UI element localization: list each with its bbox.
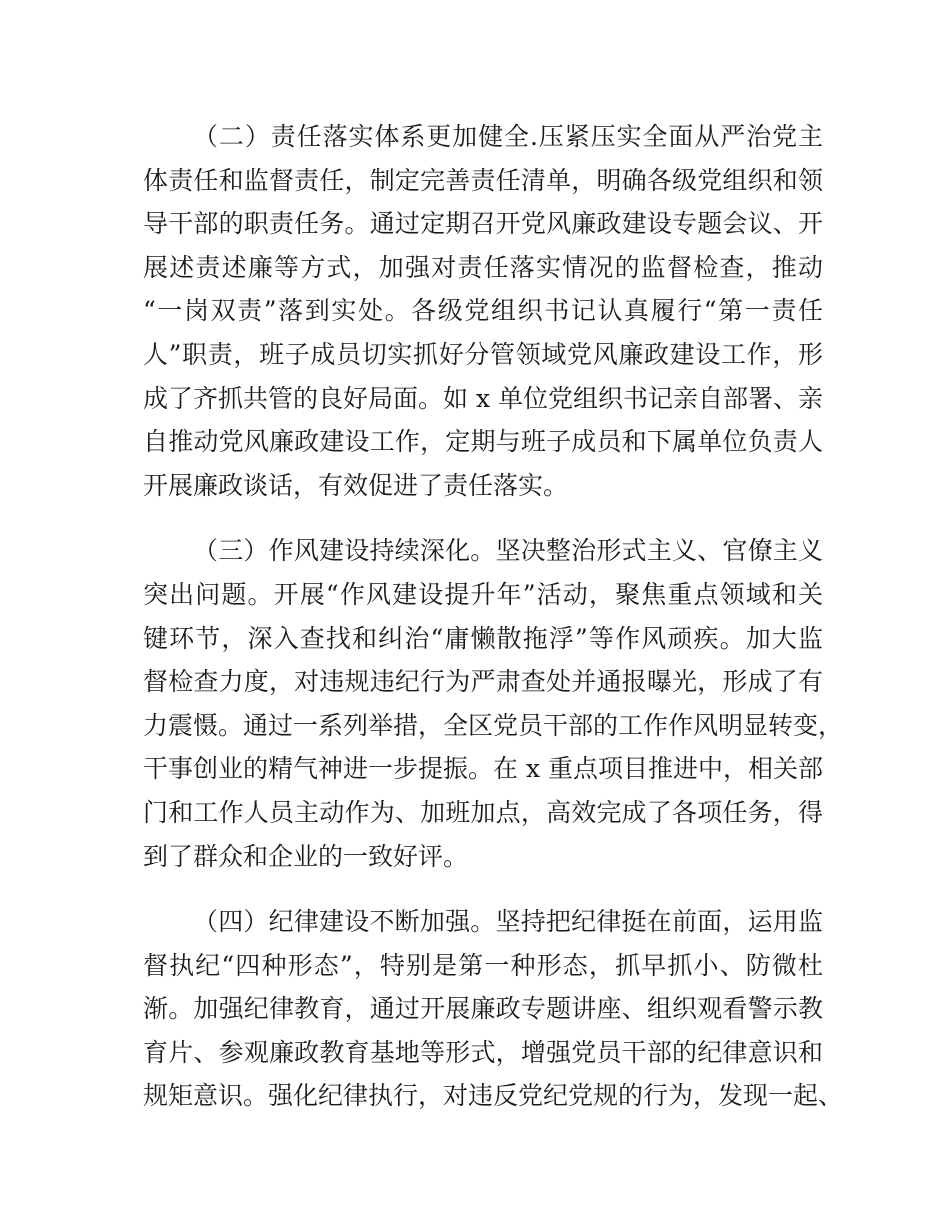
paragraph-line: 力震慑。通过一系列举措，全区党员干部的工作作风明显转变， bbox=[143, 710, 844, 740]
paragraph-work-style bbox=[143, 529, 844, 878]
paragraph-line: “一岗双责”落到实处。各级党组织书记认真履行“第一责任 bbox=[143, 296, 823, 326]
paragraph-line: 督检查力度，对违规违纪行为严肃查处并通报曝光，形成了有 bbox=[143, 667, 823, 697]
paragraph-line: 干事创业的精气神进一步提振。在 x 重点项目推进中，相关部 bbox=[143, 754, 823, 784]
paragraph-discipline bbox=[143, 900, 844, 1118]
paragraph-line: 开展廉政谈话，有效促进了责任落实。 bbox=[143, 470, 569, 500]
paragraph-line: 突出问题。开展“作风建设提升年”活动，聚焦重点领域和关 bbox=[143, 579, 823, 609]
paragraph-line: 成了齐抓共管的良好局面。如 x 单位党组织书记亲自部署、亲 bbox=[143, 383, 823, 413]
paragraph-line: 到了群众和企业的一致好评。 bbox=[143, 841, 469, 871]
document-body bbox=[143, 115, 844, 1118]
paragraph-line: （二）责任落实体系更加健全.压紧压实全面从严治党主 bbox=[193, 122, 823, 151]
paragraph-line: 督执纪“四种形态”，特别是第一种形态，抓早抓小、防微杜 bbox=[143, 950, 823, 980]
paragraph-line: 规矩意识。强化纪律执行，对违反党纪党规的行为，发现一起、 bbox=[143, 1081, 844, 1111]
paragraph-line: 人”职责，班子成员切实抓好分管领域党风廉政建设工作，形 bbox=[143, 339, 823, 369]
paragraph-line: 渐。加强纪律教育，通过开展廉政专题讲座、组织观看警示教 bbox=[143, 994, 823, 1024]
paragraph-line: 门和工作人员主动作为、加班加点，高效完成了各项任务，得 bbox=[143, 797, 823, 827]
paragraph-responsibility bbox=[143, 115, 823, 507]
paragraph-line: 自推动党风廉政建设工作，定期与班子成员和下属单位负责人 bbox=[143, 427, 823, 457]
paragraph-line: 导干部的职责任务。通过定期召开党风廉政建设专题会议、开 bbox=[143, 209, 823, 239]
paragraph-spacer bbox=[143, 878, 823, 900]
paragraph-line: 体责任和监督责任，制定完善责任清单，明确各级党组织和领 bbox=[143, 165, 823, 195]
paragraph-line: 育片、参观廉政教育基地等形式，增强党员干部的纪律意识和 bbox=[143, 1037, 823, 1067]
paragraph-line: 键环节，深入查找和纠治“庸懒散拖浮”等作风顽疾。加大监 bbox=[143, 623, 823, 653]
paragraph-spacer bbox=[143, 507, 823, 529]
paragraph-line: （三）作风建设持续深化。坚决整治形式主义、官僚主义 bbox=[193, 536, 823, 566]
paragraph-line: 展述责述廉等方式，加强对责任落实情况的监督检查，推动 bbox=[143, 252, 823, 282]
paragraph-line: （四）纪律建设不断加强。坚持把纪律挺在前面，运用监 bbox=[193, 907, 823, 937]
